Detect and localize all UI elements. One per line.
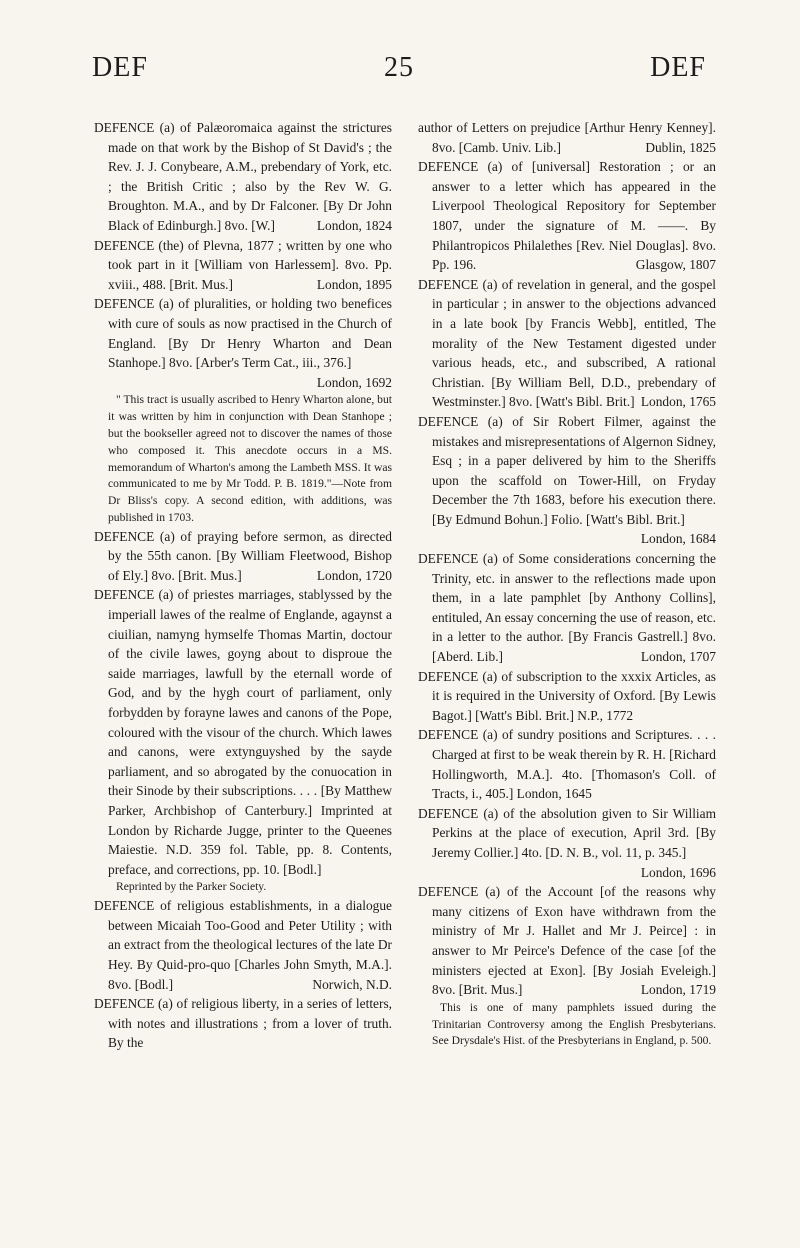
running-header	[92, 52, 706, 84]
catalogue-entry	[94, 585, 392, 879]
entry-text: DEFENCE (a) of priestes marriages, stablyssed by the imperiall lawes of the realme of Englande, agaynst a ciuilian, namyng hymselfe Thomas Martin, doctour of the civile lawes, goyng about to disproue the saide marriages, lawfull by the eternall worde of God, and by the hygh court of parliament, only forbydden by forayne lawes and canons of the Pope, coloured with the visour of the church. Which lawes and canons, were extynguyshed by the sayde parliament, and so abrogated by the conuocation in their Sinode by their subscriptions. . . . [By Matthew Parker, Archbishop of Canterbury.] Imprinted at London by Richarde Jugge, printer to the Queenes Maiestie. N.D. 359 fol. Table, pp. 8. Contents, preface, and corrections, pp. 10. [Bodl.]	[94, 587, 392, 877]
text-columns	[94, 118, 716, 1053]
catalogue-entry	[418, 804, 716, 882]
catalogue-entry	[418, 275, 716, 412]
entry-imprint: London, 1720	[316, 567, 392, 583]
entry-text: DEFENCE (the) of Plevna, 1877 ; written by one who took part in it [William von Harlessem]. 8vo. Pp. xviii., 488. [Brit. Mus.]	[94, 237, 392, 292]
entry-text: DEFENCE (a) of Palæoromaica against the strictures made on that work by the Bishop of St David's ; the Rev. J. J. Conybeare, A.M., prebendary of York, etc. ; the British Critic ; also by the Rev W. G. Broughton. M.A., and by Dr Falconer. [By Dr John Black of Edinburgh.] 8vo. [W.]	[94, 120, 392, 233]
catalogue-entry	[418, 412, 716, 549]
page-number: 25	[384, 52, 414, 83]
entry-imprint: Glasgow, 1807	[635, 257, 716, 273]
entry-text: This is one of many pamphlets issued during the Trinitarian Controversy among the English Presbyterians. See Drysdale's Hist. of the Presbyterians in England, p. 500.	[432, 1000, 716, 1048]
catalogue-entry	[94, 896, 392, 994]
entry-text: DEFENCE of religious establishments, in a dialogue between Micaiah Too-Good and Peter Utility ; with an extract from the theological lectures of the late Dr Hey. By Quid-pro-quo [Charles John Smyth, M.A.]. 8vo. [Bodl.]	[94, 898, 392, 992]
entry-text: DEFENCE (a) of Sir Robert Filmer, against the mistakes and misrepresentations of Algernon Sidney, Esq ; in a paper delivered by him to the Sheriffs upon the scaffold on Tower-Hill, on Fryday December the 7th 1683, before his execution there. [By Edmund Bohun.] Folio. [Watt's Bibl. Brit.]	[418, 413, 717, 527]
entry-text: DEFENCE (a) of religious liberty, in a series of letters, with notes and illustrations ; from a lover of truth. By the	[94, 996, 392, 1051]
entry-text: DEFENCE (a) of revelation in general, and the gospel in particular ; in answer to the objections advanced in a late book [by Francis Webb], entitled, The morality of the New Testament digested under various heads, etc., and subscribed, A rational Christian. [By William Bell, D.D., prebendary of Westminster.] 8vo. [Watt's Bibl. Brit.]	[418, 276, 716, 410]
catalogue-entry	[418, 118, 716, 157]
entry-text: DEFENCE (a) of sundry positions and Scriptures. . . . Charged at first to be weak therein by R. H. [Richard Hollingworth, M.A.]. 4to. [Thomason's Coll. of Tracts, i., 405.] London, 1645	[418, 727, 716, 802]
entry-imprint: London, 1895	[316, 276, 392, 292]
entry-text: DEFENCE (a) of pluralities, or holding two benefices with cure of souls as now practised in the Church of England. [By Dr Henry Wharton and Dean Stanhope.] 8vo. [Arber's Term Cat., iii., 376.]	[94, 296, 392, 371]
catalogue-entry	[418, 725, 716, 803]
catalogue-entry	[94, 118, 392, 236]
entry-imprint: London, 1765	[640, 394, 716, 410]
entry-imprint: London, 1824	[316, 217, 392, 233]
right-column	[418, 118, 716, 1053]
catalogue-note	[418, 1000, 716, 1050]
entry-imprint: Norwich, N.D.	[312, 976, 392, 992]
entry-text: author of Letters on prejudice [Arthur Henry Kenney]. 8vo. [Camb. Univ. Lib.]	[418, 120, 716, 155]
catalogue-note	[94, 879, 392, 896]
entry-imprint: Dublin, 1825	[645, 139, 716, 155]
entry-text: DEFENCE (a) of praying before sermon, as directed by the 55th canon. [By William Fleetwood, Bishop of Ely.] 8vo. [Brit. Mus.]	[94, 528, 392, 583]
entry-text: DEFENCE (a) of the absolution given to Sir William Perkins at the place of execution, April 3rd. [By Jeremy Collier.] 4to. [D. N. B., vol. 11, p. 345.]	[418, 805, 716, 860]
entry-imprint: London, 1696	[640, 864, 716, 880]
header-left: DEF	[92, 52, 148, 83]
entry-text: DEFENCE (a) of [universal] Restoration ; or an answer to a letter which has appeared in the Liverpool Theological Repository for September 1807, under the signature of M. ——. By Philantropicos Philalethes [Rev. Niel Douglas]. 8vo. Pp. 196.	[418, 159, 716, 273]
catalogue-entry	[94, 994, 392, 1053]
entry-text: DEFENCE (a) of subscription to the xxxix Articles, as it is required in the University of Oxford. [By Lewis Bagot.] [Watt's Bibl. Brit.] N.P., 1772	[418, 668, 716, 723]
header-right: DEF	[650, 52, 706, 83]
catalogue-entry	[418, 667, 716, 726]
entry-imprint: London, 1719	[640, 982, 716, 998]
catalogue-entry	[418, 882, 716, 1000]
catalogue-entry	[94, 527, 392, 586]
entry-imprint: London, 1684	[640, 531, 716, 547]
catalogue-entry	[94, 236, 392, 295]
left-column	[94, 118, 392, 1053]
entry-text: Reprinted by the Parker Society.	[116, 880, 267, 894]
entry-text: " This tract is usually ascribed to Henry Wharton alone, but it was written by him in conjunction with Dean Stanhope ; but the bookseller agreed not to discover the names of those who composed it. This anecdote occurs in a MS. memorandum of Wharton's among the Lambeth MSS. It was communicated to me by Mr Todd. P. B. 1819."—Note from Dr Bliss's copy. A second edition, with additions, was published in 1703.	[108, 393, 392, 524]
entry-text: DEFENCE (a) of the Account [of the reasons why many citizens of Exon have withdrawn from the ministry of Mr J. Hallet and Mr J. Peirce] : in answer to Mr Peirce's Defence of the case [of the ministers ejected at Exon]. [By Josiah Eveleigh.] 8vo. [Brit. Mus.]	[418, 884, 716, 998]
entry-imprint: London, 1692	[316, 374, 392, 390]
catalogue-entry	[94, 294, 392, 392]
entry-imprint: London, 1707	[640, 649, 716, 665]
catalogue-note	[94, 392, 392, 526]
catalogue-entry	[418, 157, 716, 275]
entry-text: DEFENCE (a) of Some considerations concerning the Trinity, etc. in answer to the reflections made upon them, in a late pamphlet [by Anthony Collins], entituled, An essay concerning the use of reason, etc. in a letter to the author. [By Francis Gastrell.] 8vo. [Aberd. Lib.]	[418, 551, 716, 665]
catalogue-entry	[418, 549, 716, 667]
